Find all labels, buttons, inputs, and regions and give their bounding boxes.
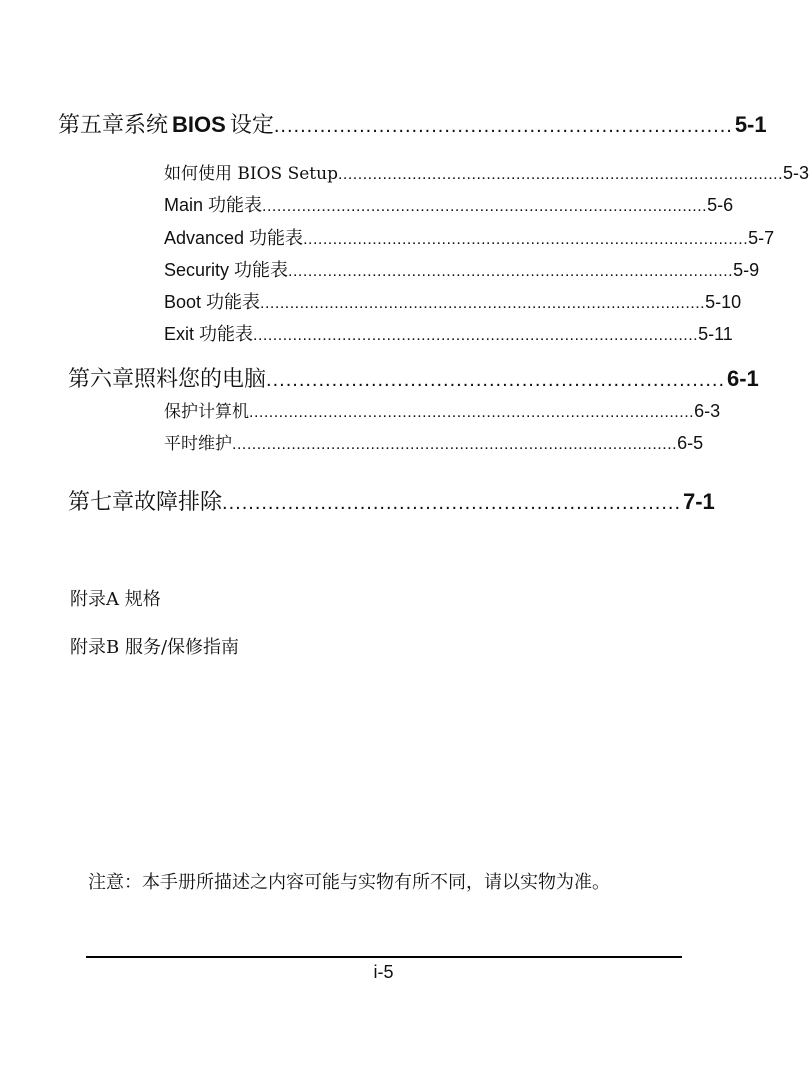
- chapter-page-number: 6-1: [727, 366, 759, 391]
- entry-label: Main 功能表: [164, 195, 263, 215]
- appendix-a: 附录A 规格: [70, 589, 161, 610]
- entry-label: 平时维护: [164, 434, 232, 454]
- entry-label: 如何使用 BIOS Setup: [164, 164, 338, 184]
- toc-chapter-7: [68, 485, 715, 516]
- leader-dots: ..........................................................................................: [253, 327, 699, 344]
- leader-dots: ..........................................................................................: [262, 198, 708, 215]
- chapter-number: 第五章: [58, 113, 125, 138]
- toc-entry: [164, 159, 809, 184]
- chapter-title: 照料您的电脑: [134, 367, 267, 392]
- toc-entry: [164, 397, 721, 422]
- entry-page-number: 5-7: [748, 228, 775, 248]
- leader-dots: ..........................................................................................: [288, 263, 734, 280]
- page-number: i-5: [373, 962, 394, 982]
- chapter-title-post: 设定: [229, 113, 274, 138]
- leader-dots: ......................................................................: [266, 369, 725, 391]
- chapter-number: 第六章: [68, 367, 135, 392]
- leader-dots: ..........................................................................................: [249, 404, 695, 421]
- leader-dots: ..........................................................................................: [232, 436, 678, 453]
- toc-entry: [164, 224, 775, 250]
- entry-page-number: 5-10: [705, 292, 742, 312]
- toc-entry: [164, 191, 734, 217]
- footer-divider: [86, 956, 682, 958]
- leader-dots: ......................................................................: [222, 492, 681, 514]
- chapter-number: 第七章: [68, 490, 135, 515]
- leader-dots: ..........................................................................................: [337, 166, 784, 183]
- leader-dots: ......................................................................: [273, 115, 733, 137]
- chapter-title: 故障排除: [134, 490, 223, 515]
- chapter-page-number: 7-1: [683, 489, 715, 514]
- toc-entry: [164, 256, 760, 282]
- disclaimer-note: 注意：本手册所描述之内容可能与实物有所不同，请以实物为准。: [88, 872, 610, 893]
- toc-chapter-5: [58, 108, 767, 139]
- leader-dots: ..........................................................................................: [260, 295, 706, 312]
- entry-page-number: 5-6: [707, 195, 734, 215]
- entry-label: Advanced 功能表: [164, 228, 304, 248]
- leader-dots: ..........................................................................................: [303, 231, 749, 248]
- entry-page-number: 5-9: [733, 260, 760, 280]
- appendix-b: 附录B 服务/保修指南: [70, 637, 240, 658]
- entry-page-number: 6-5: [677, 433, 704, 453]
- entry-label: Boot 功能表: [164, 292, 261, 312]
- toc-entry: [164, 429, 704, 454]
- toc-entry: [164, 320, 733, 346]
- chapter-title-pre: 系统: [124, 113, 169, 138]
- entry-label: 保护计算机: [164, 402, 249, 422]
- entry-label: Security 功能表: [164, 260, 289, 280]
- entry-page-number: 5-11: [698, 324, 733, 344]
- entry-label: Exit 功能表: [164, 324, 254, 344]
- toc-chapter-6: [68, 362, 759, 393]
- entry-page-number: 5-3: [783, 163, 809, 183]
- toc-entry: [164, 288, 742, 314]
- chapter-page-number: 5-1: [734, 112, 767, 137]
- chapter-title-latin: BIOS: [172, 112, 226, 137]
- chapter-title: [124, 108, 274, 139]
- entry-page-number: 6-3: [694, 401, 721, 421]
